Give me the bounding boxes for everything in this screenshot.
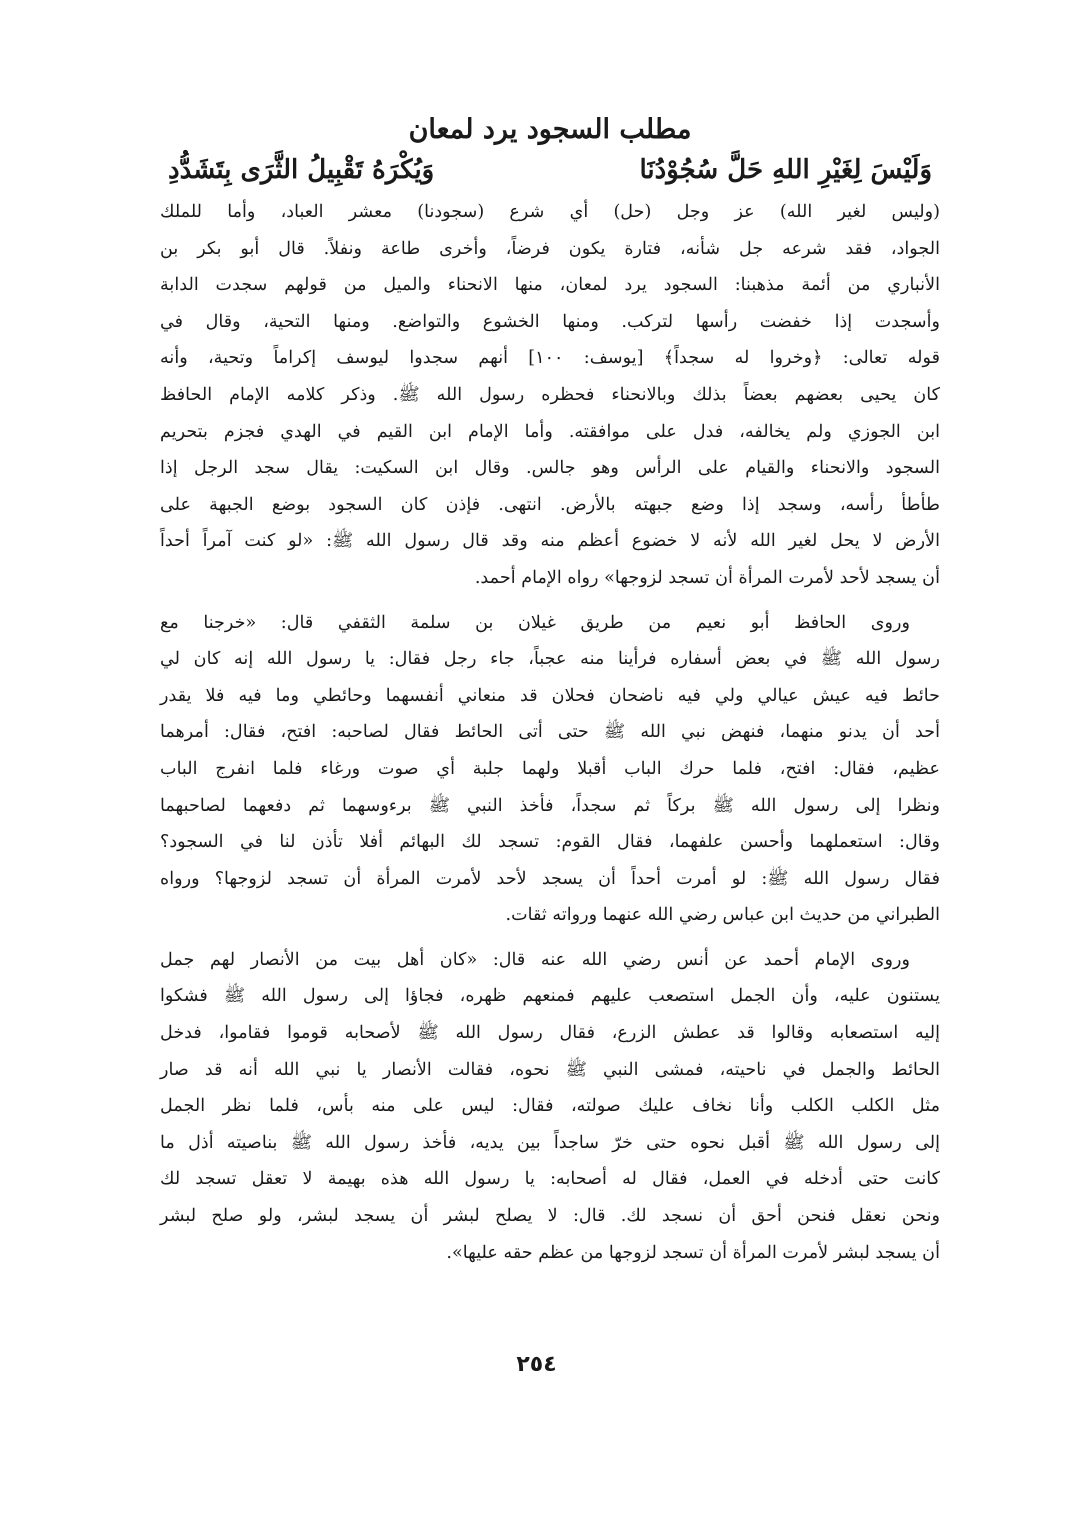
text-line: ابن الجوزي ولم يخالفه، فدل على موافقته. وأما الإمام ابن القيم في الهدي فجزم بتحريم: [160, 421, 940, 442]
commentary-paragraph-3: [160, 942, 940, 1271]
text-line: الجواد، فقد شرعه جل شأنه، فتارة يكون فرضاً، وأخرى طاعة ونفلاً. قال أبو بكر بن: [160, 238, 940, 259]
section-heading: مطلب السجود يرد لمعان: [408, 114, 692, 145]
page-body: [160, 110, 940, 1271]
text-line: حائط فيه عيش عيالي ولي فيه ناضحان فحلان قد منعاني أنفسهما وحائطي وما فيه فلا يقدر: [160, 685, 940, 706]
text-line: قوله تعالى: ﴿وخروا له سجداً﴾ [يوسف: ١٠٠] أنهم سجدوا ليوسف إكراماً وتحية، وأنه: [160, 348, 940, 369]
text-line: وأسجدت إذا خفضت رأسها لتركب. ومنها الخشوع والتواضع. ومنها التحية، وقال في: [160, 311, 940, 332]
text-line: مثل الكلب الكلب وأنا نخاف عليك صولته، فقال: ليس على منه بأس، فلما نظر الجمل: [160, 1096, 940, 1117]
text-line: فقال رسول الله ﷺ: لو أمرت أحداً أن يسجد لأحد لأمرت المرأة أن تسجد لزوجها؟ ورواه: [160, 868, 940, 889]
text-line: الأرض لا يحل لغير الله لأنه لا خضوع أعظم منه وقد قال رسول الله ﷺ: «لو كنت آمراً أحداً: [160, 531, 940, 552]
page-number: ٢٥٤: [516, 1352, 557, 1377]
text-line: وروى الإمام أحمد عن أنس رضي الله عنه قال: «كان أهل بيت من الأنصار لهم جمل: [160, 949, 910, 970]
text-line: إليه استصعابه وقالوا قد عطش الزرع، فقال رسول الله ﷺ لأصحابه قوموا فقاموا، فدخل: [160, 1023, 940, 1044]
text-line: إلى رسول الله ﷺ أقبل نحوه حتى خرّ ساجداً بين يديه، فأخذ رسول الله ﷺ بناصيته أذل ما: [160, 1132, 940, 1153]
text-line: وقال: استعملهما وأحسن علفهما، فقال القوم: تسجد لك البهائم أفلا تأذن لنا في السجود؟: [160, 832, 940, 853]
text-line: الطبراني من حديث ابن عباس رضي الله عنهما ورواته ثقات.: [505, 905, 940, 926]
text-line: ونحن نعقل فنحن أحق أن نسجد لك. قال: لا يصلح لبشر أن يسجد لبشر، ولو صلح لبشر: [160, 1206, 940, 1227]
text-line: ونظرا إلى رسول الله ﷺ بركاً ثم سجداً، فأخذ النبي ﷺ برءوسهما ثم دفعهما لصاحبهما: [160, 795, 940, 816]
text-line: كانت حتى أدخله في العمل، فقال له أصحابه: يا رسول الله هذه بهيمة لا تعقل تسجد لك: [160, 1169, 940, 1190]
text-line: كان يحيى بعضهم بعضاً بذلك وبالانحناء فحظره رسول الله ﷺ. وذكر كلامه الإمام الحافظ: [160, 384, 940, 405]
text-line: عظيم، فقال: افتح، فلما حرك الباب أقبلا ولهما جلبة أي صوت ورغاء فلما انفرج الباب: [160, 758, 940, 779]
text-line: السجود والانحناء والقيام على الرأس وهو جالس. وقال ابن السكيت: يقال سجد الرجل إذا: [160, 458, 940, 479]
commentary-paragraph-2: [160, 605, 940, 934]
text-line: الأنباري من أئمة مذهبنا: السجود يرد لمعان، منها الانحناء والميل من قولهم سجدت الدابة: [160, 275, 940, 296]
text-line: طأطأ رأسه، وسجد إذا وضع جبهته بالأرض. انتهى. فإذن كان السجود بوضع الجبهة على: [160, 494, 940, 515]
verse-first-hemistich: وَلَيْسَ لِغَيْرِ اللهِ حَلَّ سُجُوْدُنَا: [639, 155, 932, 185]
verse-second-hemistich: وَيُكْرَهُ تَقْبِيلُ الثَّرَى بِتَشَدُّدِ: [168, 155, 435, 185]
text-line: رسول الله ﷺ في بعض أسفاره فرأينا منه عجباً، جاء رجل فقال: يا رسول الله إنه كان لي: [160, 649, 940, 670]
text-line: أحد أن يدنو منهما، فنهض نبي الله ﷺ حتى أتى الحائط فقال لصاحبه: افتح، فقال: أمرهما: [160, 722, 940, 743]
text-line: يستنون عليه، وأن الجمل استصعب عليهم فمنعهم ظهره، فجاؤا إلى رسول الله ﷺ فشكوا: [160, 986, 940, 1007]
text-line: وروى الحافظ أبو نعيم من طريق غيلان بن سلمة الثقفي قال: «خرجنا مع: [160, 612, 910, 633]
commentary-paragraph-1: [160, 194, 940, 597]
text-line: الحائط والجمل في ناحيته، فمشى النبي ﷺ نحوه، فقالت الأنصار يا نبي الله أنه قد صار: [160, 1059, 940, 1080]
text-line: (وليس لغير الله) عز وجل (حل) أي شرع (سجودنا) معشر العباد، وأما للملك: [160, 202, 940, 222]
poem-verse: [160, 150, 940, 190]
text-line: أن يسجد لأحد لأمرت المرأة أن تسجد لزوجها» رواه الإمام أحمد.: [474, 567, 940, 588]
text-line: أن يسجد لبشر لأمرت المرأة أن تسجد لزوجها من عظم حقه عليها».: [446, 1242, 940, 1263]
